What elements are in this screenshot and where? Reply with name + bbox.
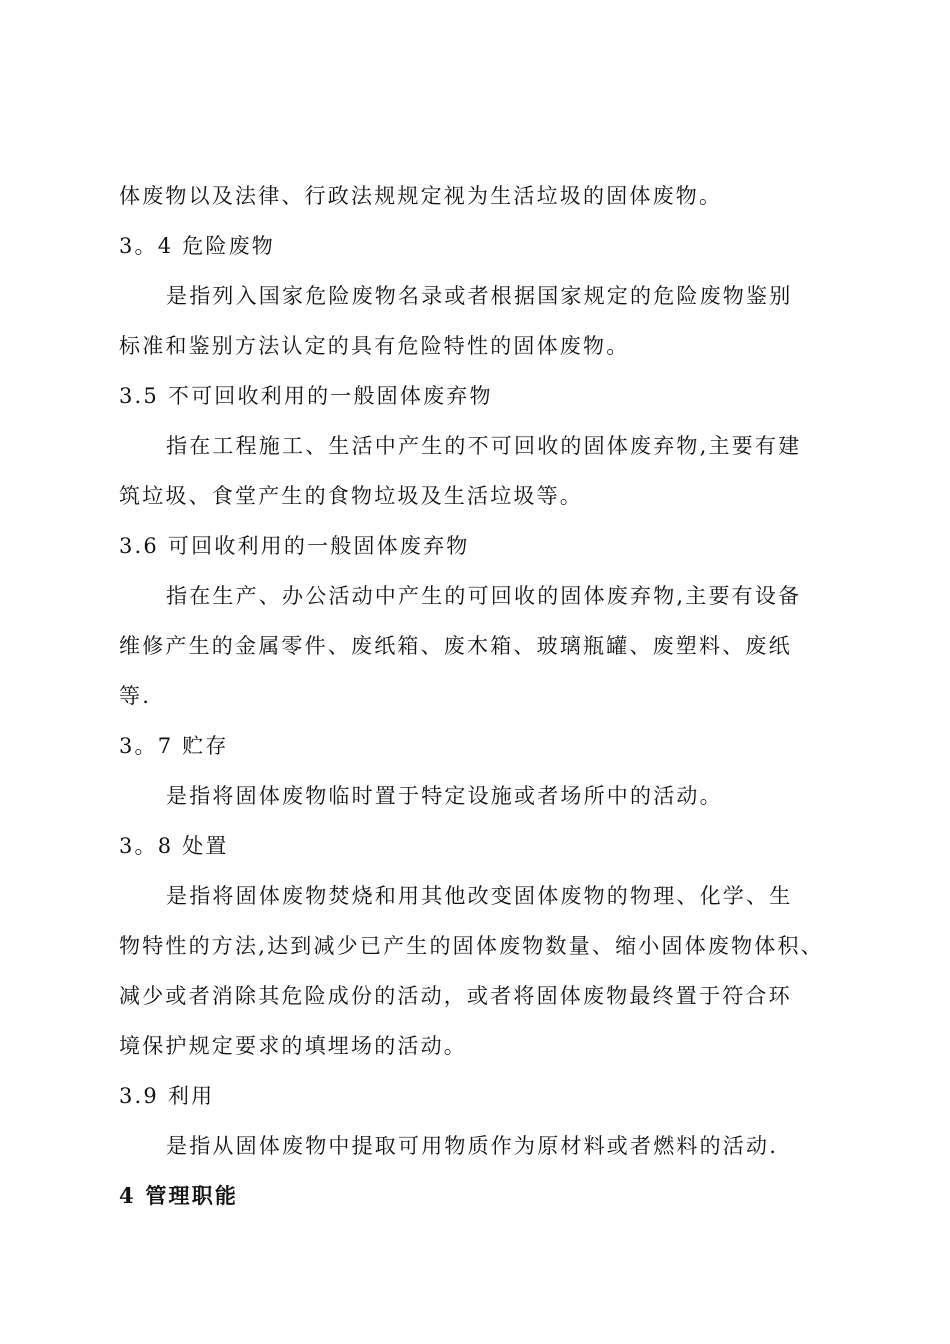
paragraph-line: 境保护规定要求的填埋场的活动。 [119, 1034, 467, 1058]
paragraph-line: 体废物以及法律、行政法规规定视为生活垃圾的固体废物。 [119, 184, 723, 208]
chapter-heading-4: 4 管理职能 [119, 1183, 239, 1208]
paragraph-line: 是指列入国家危险废物名录或者根据国家规定的危险废物鉴别 [166, 284, 793, 308]
paragraph-line: 物特性的方法,达到减少已产生的固体废物数量、缩小固体废物体积、 [119, 934, 824, 958]
paragraph-line: 是指将固体废物焚烧和用其他改变固体废物的物理、化学、生 [166, 884, 793, 908]
paragraph-line: 等. [119, 684, 152, 708]
section-heading-3-9: 3.9 利用 [119, 1084, 215, 1108]
section-heading-3-5: 3.5 不可回收利用的一般固体废弃物 [119, 384, 493, 408]
section-heading-3-4: 3。4 危险废物 [119, 234, 275, 258]
section-heading-3-7: 3。7 贮存 [119, 734, 229, 758]
paragraph-line: 减少或者消除其危险成份的活动，或者将固体废物最终置于符合环 [119, 984, 792, 1008]
paragraph-line: 维修产生的金属零件、废纸箱、废木箱、玻璃瓶罐、废塑料、废纸 [119, 634, 792, 658]
paragraph-line: 指在生产、办公活动中产生的可回收的固体废弃物,主要有设备 [166, 584, 802, 608]
paragraph-line: 标准和鉴别方法认定的具有危险特性的固体废物。 [119, 334, 630, 358]
paragraph-line: 指在工程施工、生活中产生的不可回收的固体废弃物,主要有建 [166, 434, 802, 458]
paragraph-line: 是指将固体废物临时置于特定设施或者场所中的活动。 [166, 784, 723, 808]
paragraph-line: 筑垃圾、食堂产生的食物垃圾及生活垃圾等。 [119, 484, 583, 508]
paragraph-line: 是指从固体废物中提取可用物质作为原材料或者燃料的活动. [166, 1134, 779, 1158]
section-heading-3-8: 3。8 处置 [119, 834, 229, 858]
section-heading-3-6: 3.6 可回收利用的一般固体废弃物 [119, 534, 470, 558]
